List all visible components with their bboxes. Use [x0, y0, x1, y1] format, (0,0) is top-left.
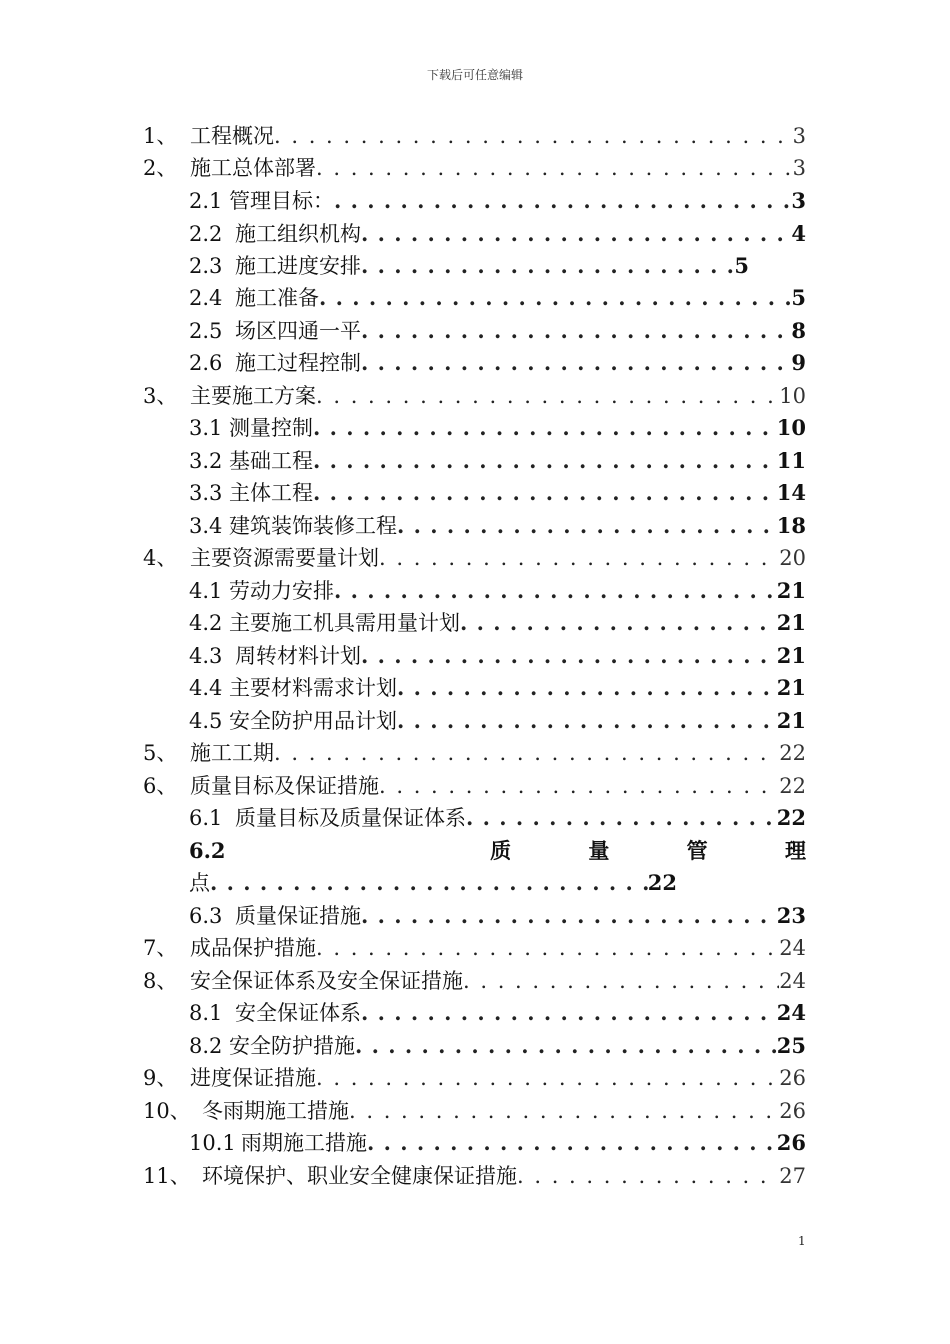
- toc-entry-page: 21: [776, 610, 806, 635]
- toc-leader-dots: [466, 802, 777, 834]
- toc-entry[interactable]: [189, 250, 749, 282]
- toc-entry-page: 21: [776, 578, 806, 603]
- toc-entry-page: 5: [791, 285, 806, 310]
- toc-entry-page: 8: [791, 318, 806, 343]
- toc-leader-dots: [517, 1160, 779, 1192]
- toc-entry[interactable]: [189, 1030, 806, 1062]
- toc-leader-dots: [361, 315, 791, 347]
- toc-entry[interactable]: [189, 607, 806, 639]
- toc-entry-page: 26: [779, 1066, 806, 1090]
- toc-entry-title: 质量保证措施: [235, 904, 361, 928]
- toc-entry-number: 8.1: [189, 1001, 223, 1025]
- toc-entry[interactable]: [189, 835, 806, 867]
- toc-entry-title: 工程概况: [190, 124, 274, 148]
- toc-entry-number: 4.2: [189, 611, 223, 635]
- toc-entry-title: 冬雨期施工措施: [202, 1099, 349, 1123]
- toc-entry-title: 施工工期: [190, 741, 274, 765]
- toc-entry-number: 10、: [143, 1099, 191, 1123]
- toc-entry-number: 5、: [143, 741, 178, 765]
- toc-entry-title: 主要施工机具需用量计划: [229, 611, 460, 635]
- toc-entry-number: 4.4: [189, 676, 223, 700]
- toc-leader-dots: [367, 1127, 777, 1159]
- toc-entry-title: 劳动力安排: [229, 579, 334, 603]
- toc-entry[interactable]: [189, 412, 806, 444]
- toc-leader-dots: [316, 1062, 779, 1094]
- toc-entry-title: 测量控制: [229, 416, 313, 440]
- toc-entry-number: 2.4: [189, 286, 223, 310]
- toc-entry[interactable]: [189, 997, 806, 1029]
- toc-entry-title: 施工总体部署: [190, 156, 316, 180]
- toc-entry-number: 6.3: [189, 904, 223, 928]
- toc-entry-page: 26: [776, 1130, 806, 1155]
- toc-leader-dots: [274, 120, 793, 152]
- toc-entry[interactable]: [189, 705, 806, 737]
- toc-entry-title-char: 理: [784, 838, 806, 863]
- toc-leader-dots: [397, 705, 777, 737]
- toc-entry[interactable]: [143, 1160, 806, 1192]
- toc-entry-title: 施工组织机构: [235, 222, 361, 246]
- toc-entry[interactable]: [143, 1062, 806, 1094]
- toc-entry-title: 环境保护、职业安全健康保证措施: [202, 1164, 517, 1188]
- toc-entry-continuation[interactable]: [189, 867, 677, 899]
- toc-entry[interactable]: [143, 152, 806, 184]
- toc-leader-dots: [319, 282, 791, 314]
- toc-entry-page: 23: [776, 903, 806, 928]
- toc-leader-dots: [349, 1095, 779, 1127]
- toc-entry[interactable]: [189, 282, 806, 314]
- toc-entry-number: 2.1: [189, 189, 223, 213]
- toc-leader-dots: [397, 672, 777, 704]
- toc-entry-number: 4.1: [189, 579, 223, 603]
- toc-entry-page: 3: [792, 124, 806, 148]
- toc-entry-number: 2.2: [189, 222, 223, 246]
- toc-leader-dots: [361, 218, 791, 250]
- toc-entry-page: 21: [776, 643, 806, 668]
- toc-leader-dots: [313, 412, 777, 444]
- toc-entry[interactable]: [143, 380, 806, 412]
- toc-entry-number: 4.3: [189, 644, 223, 668]
- toc-entry-page: 11: [776, 448, 806, 473]
- toc-entry-number: 3.3: [189, 481, 223, 505]
- toc-entry-title: 主要材料需求计划: [229, 676, 397, 700]
- toc-leader-dots: [334, 575, 777, 607]
- toc-entry-title: 点: [189, 871, 210, 895]
- toc-entry-title: 雨期施工措施: [241, 1131, 367, 1155]
- toc-leader-dots: [313, 477, 777, 509]
- toc-entry-page: 21: [776, 675, 806, 700]
- toc-entry-title: 基础工程: [229, 449, 313, 473]
- toc-leader-dots: [355, 1030, 777, 1062]
- toc-leader-dots: [361, 347, 791, 379]
- toc-entry[interactable]: [189, 185, 806, 217]
- toc-entry[interactable]: [189, 315, 806, 347]
- toc-entry-title-char: 量: [588, 838, 610, 863]
- toc-leader-dots: [460, 607, 777, 639]
- toc-entry-page: 22: [647, 870, 677, 895]
- toc-entry-title: 安全防护用品计划: [229, 709, 397, 733]
- toc-entry-page: 3: [792, 156, 806, 180]
- toc-entry-number: 4、: [143, 546, 178, 570]
- toc-entry-page: 21: [776, 708, 806, 733]
- toc-entry[interactable]: [189, 900, 806, 932]
- toc-entry-number: 6.1: [189, 806, 223, 830]
- toc-entry-title: 主体工程: [229, 481, 313, 505]
- toc-entry-number: 2.3: [189, 254, 223, 278]
- toc-entry[interactable]: [189, 575, 806, 607]
- toc-leader-dots: [334, 185, 791, 217]
- toc-leader-dots: [397, 510, 777, 542]
- toc-entry-page: 24: [779, 936, 806, 960]
- toc-entry[interactable]: [189, 640, 806, 672]
- toc-entry-title: 周转材料计划: [235, 644, 361, 668]
- toc-entry-number: 3.1: [189, 416, 223, 440]
- toc-entry-page: 22: [779, 774, 806, 798]
- toc-entry-title: 建筑装饰装修工程: [229, 514, 397, 538]
- toc-entry-number: 2.6: [189, 351, 223, 375]
- toc-entry[interactable]: [143, 542, 806, 574]
- toc-leader-dots: [379, 542, 779, 574]
- toc-entry-title: 施工准备: [235, 286, 319, 310]
- toc-entry-number: 8、: [143, 969, 178, 993]
- toc-entry[interactable]: [143, 965, 806, 997]
- toc-entry[interactable]: [143, 932, 806, 964]
- page-number: 1: [798, 1234, 806, 1248]
- toc-entry-number: 8.2: [189, 1034, 223, 1058]
- toc-entry-title: 场区四通一平: [235, 319, 361, 343]
- toc-entry-number: 11、: [143, 1164, 191, 1188]
- toc-entry-number: 4.5: [189, 709, 223, 733]
- toc-leader-dots: [361, 640, 777, 672]
- toc-leader-dots: [316, 152, 793, 184]
- toc-entry-page: 22: [776, 805, 806, 830]
- toc-entry-title: 质量目标及保证措施: [190, 774, 379, 798]
- toc-entry[interactable]: [189, 218, 806, 250]
- toc-leader-dots: [316, 380, 779, 412]
- toc-entry-number: 10.1: [189, 1131, 236, 1155]
- toc-entry-number: 6.2: [189, 838, 226, 863]
- toc-entry-page: 18: [776, 513, 806, 538]
- toc-entry-title: 管理目标：: [229, 189, 334, 213]
- toc-entry-title: 成品保护措施: [190, 936, 316, 960]
- toc-entry-title: 质量目标及质量保证体系: [235, 806, 466, 830]
- toc-leader-dots: [361, 900, 777, 932]
- toc-leader-dots: [361, 997, 777, 1029]
- toc-entry-title: 安全保证体系及安全保证措施: [190, 969, 463, 993]
- toc-entry-page: 3: [791, 188, 806, 213]
- toc-entry[interactable]: [189, 672, 806, 704]
- toc-entry[interactable]: [143, 120, 806, 152]
- toc-entry-page: 20: [779, 546, 806, 570]
- toc-entry-title: 安全保证体系: [235, 1001, 361, 1025]
- toc-entry-page: 10: [776, 415, 806, 440]
- toc-entry[interactable]: [143, 1095, 806, 1127]
- toc-entry-page: 24: [776, 1000, 806, 1025]
- toc-entry-page: 27: [779, 1164, 806, 1188]
- toc-entry-number: 3.2: [189, 449, 223, 473]
- toc-entry-title: 施工过程控制: [235, 351, 361, 375]
- toc-entry-page: 24: [779, 969, 806, 993]
- toc-entry-title: 施工进度安排: [235, 254, 361, 278]
- toc-leader-dots: [210, 867, 648, 899]
- toc-entry[interactable]: [143, 737, 806, 769]
- toc-leader-dots: [361, 250, 734, 282]
- toc-entry[interactable]: [189, 1127, 806, 1159]
- toc-entry-page: 5: [734, 253, 749, 278]
- toc-entry[interactable]: [189, 477, 806, 509]
- toc-entry[interactable]: [143, 770, 806, 802]
- toc-entry-number: 2.5: [189, 319, 223, 343]
- toc-entry-number: 1、: [143, 124, 178, 148]
- toc-entry[interactable]: [189, 802, 806, 834]
- toc-entry-number: 3.4: [189, 514, 223, 538]
- toc-entry-number: 2、: [143, 156, 178, 180]
- toc-leader-dots: [313, 445, 777, 477]
- toc-entry-page: 14: [776, 480, 806, 505]
- toc-leader-dots: [316, 932, 779, 964]
- toc-entry-page: 22: [779, 741, 806, 765]
- toc-entry-page: 10: [779, 384, 806, 408]
- toc-entry-title: 主要施工方案: [190, 384, 316, 408]
- toc-entry-title: 主要资源需要量计划: [190, 546, 379, 570]
- toc-entry[interactable]: [189, 510, 806, 542]
- toc-leader-dots: [274, 737, 779, 769]
- toc-entry-title-char: 管: [686, 838, 708, 863]
- toc-entry-number: 6、: [143, 774, 178, 798]
- toc-entry-title-char: 质: [490, 838, 512, 863]
- toc-entry-page: 9: [791, 350, 806, 375]
- toc-entry[interactable]: [189, 347, 806, 379]
- toc-entry-title: 安全防护措施: [229, 1034, 355, 1058]
- toc-entry-page: 26: [779, 1099, 806, 1123]
- toc-entry-page: 25: [776, 1033, 806, 1058]
- toc-entry-number: 3、: [143, 384, 178, 408]
- toc-leader-dots: [379, 770, 779, 802]
- toc-entry-number: 9、: [143, 1066, 178, 1090]
- toc-entry-title: 进度保证措施: [190, 1066, 316, 1090]
- toc-entry-page: 4: [791, 221, 806, 246]
- toc-entry-number: 7、: [143, 936, 178, 960]
- toc-leader-dots: [463, 965, 779, 997]
- page-header: 下载后可任意编辑: [426, 68, 523, 82]
- toc-entry[interactable]: [189, 445, 806, 477]
